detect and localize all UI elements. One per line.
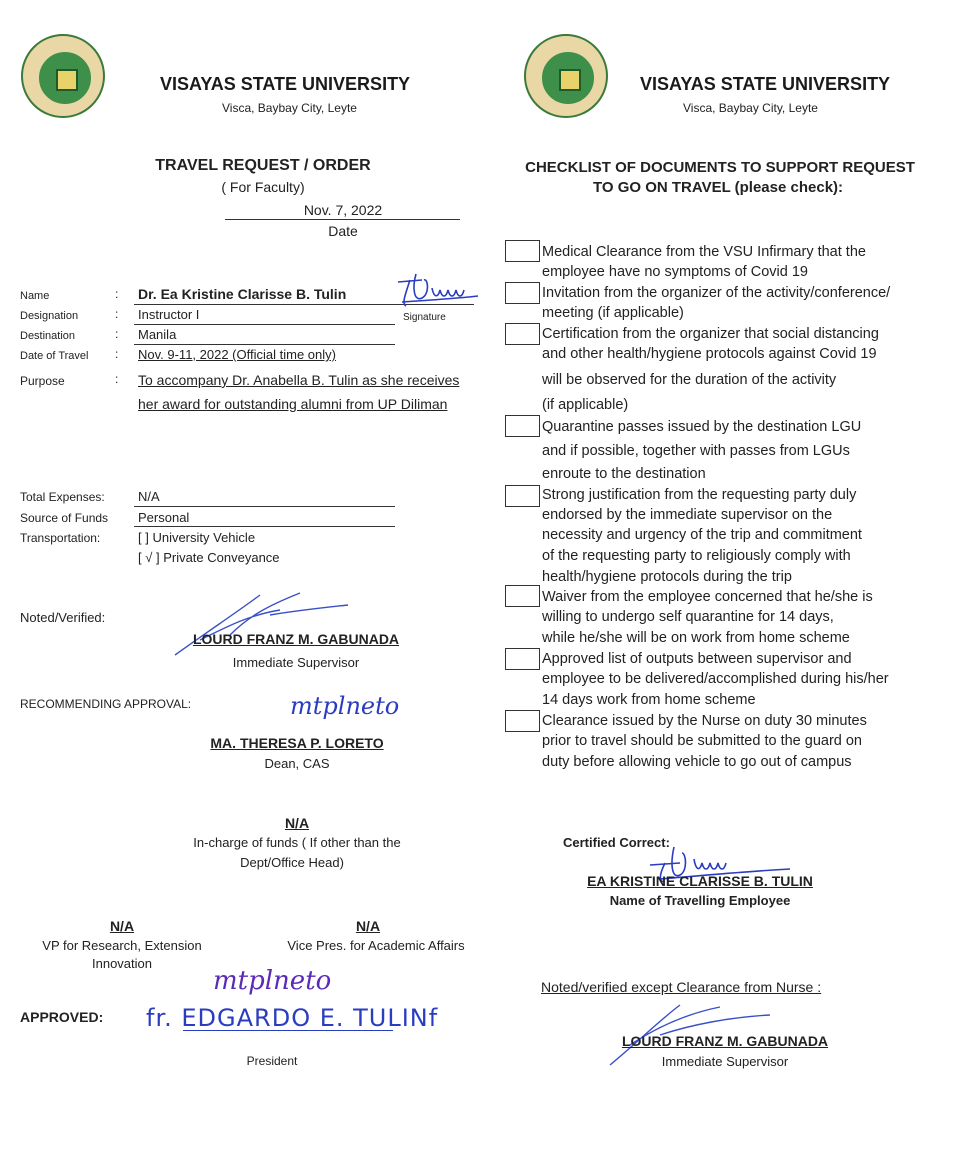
checklist-item-text: Waiver from the employee concerned that he/she is [542, 589, 873, 605]
checklist-item-text: of the requesting party to religiously comply with [542, 548, 851, 564]
recommending-approval-label: RECOMMENDING APPROVAL: [20, 697, 192, 711]
checklist-checkbox[interactable] [505, 710, 540, 732]
president-title: President [246, 1054, 298, 1068]
name-value: Dr. Ea Kristine Clarisse B. Tulin [138, 286, 347, 302]
divider [134, 324, 395, 325]
checklist-checkbox[interactable] [505, 323, 540, 345]
checklist-item-text: Strong justification from the requesting party duly [542, 487, 857, 503]
checklist-item-text: prior to travel should be submitted to the guard on [542, 733, 862, 749]
source-of-funds-value: Personal [138, 510, 190, 525]
request-date: Nov. 7, 2022 [303, 202, 383, 218]
supervisor-name: LOURD FRANZ M. GABUNADA [192, 631, 400, 647]
supervisor-name: LOURD FRANZ M. GABUNADA [621, 1033, 829, 1049]
checklist-item-text: employee to be delivered/accomplished during his/her [542, 671, 889, 687]
vp-research-value: N/A [109, 918, 135, 934]
supervisor-signature [170, 585, 350, 660]
supervisor-title: Immediate Supervisor [232, 655, 360, 670]
supervisor-title: Immediate Supervisor [661, 1054, 789, 1069]
checklist-item-text: Medical Clearance from the VSU Infirmary that the [542, 244, 866, 260]
total-expenses-value: N/A [138, 489, 160, 504]
transportation-label: Transportation: [20, 531, 101, 545]
checklist-item-text: endorsed by the immediate supervisor on the [542, 507, 833, 523]
dean-signature: mtplneto [290, 692, 400, 720]
checklist-checkbox[interactable] [505, 415, 540, 437]
noted-verified-label: Noted/Verified: [20, 610, 106, 625]
divider [134, 506, 395, 507]
form-title: TRAVEL REQUEST / ORDER [155, 157, 371, 174]
checklist-item-text: (if applicable) [542, 397, 629, 413]
checklist-item-text: Clearance issued by the Nurse on duty 30 minutes [542, 713, 867, 729]
colon: : [115, 307, 119, 321]
checklist-checkbox[interactable] [505, 240, 540, 262]
destination-value: Manila [138, 327, 177, 342]
university-name: VISAYAS STATE UNIVERSITY [160, 74, 411, 94]
vpaa-value: N/A [355, 918, 381, 934]
university-seal-logo [524, 34, 608, 118]
checklist-item-text: Certification from the organizer that social distancing [542, 326, 879, 342]
colon: : [115, 347, 119, 361]
checklist-item-text: and other health/hygiene protocols against Covid 19 [542, 346, 877, 362]
date-of-travel-label: Date of Travel [20, 350, 89, 362]
divider [225, 219, 460, 220]
employee-name: EA KRISTINE CLARISSE B. TULIN [587, 873, 813, 889]
funds-incharge-title: In-charge of funds ( If other than the [193, 835, 401, 850]
transport-option-private-conveyance[interactable]: [ √ ] Private Conveyance [138, 550, 280, 565]
president-signature-initials: mtplneto [213, 966, 332, 996]
checklist-item-text: Quarantine passes issued by the destination LGU [542, 419, 862, 435]
signature-label: Signature [403, 312, 446, 323]
checklist-item-text: meeting (if applicable) [542, 305, 684, 321]
noted-except-label: Noted/verified except Clearance from Nurse : [541, 979, 822, 995]
divider [183, 1030, 393, 1031]
purpose-label: Purpose [20, 374, 65, 388]
date-of-travel-value: Nov. 9-11, 2022 (Official time only) [138, 347, 336, 362]
checklist-item-text: employee have no symptoms of Covid 19 [542, 264, 808, 280]
destination-label: Destination [20, 330, 76, 342]
checklist-item-text: willing to undergo self quarantine for 14 days, [542, 609, 834, 625]
checklist-item-text: necessity and urgency of the trip and commitment [542, 527, 862, 543]
name-label: Name [20, 290, 50, 302]
checklist-item-text: duty before allowing vehicle to go out of campus [542, 754, 852, 770]
date-label: Date [328, 223, 358, 239]
checklist-title: CHECKLIST OF DOCUMENTS TO SUPPORT REQUEST [525, 159, 915, 176]
funds-incharge-value: N/A [284, 815, 310, 831]
purpose-value: To accompany Dr. Anabella B. Tulin as she receives [138, 372, 460, 388]
checklist-item-text: health/hygiene protocols during the trip [542, 569, 792, 585]
divider [134, 526, 395, 527]
designation-value: Instructor I [138, 307, 200, 322]
checklist-item-text: while he/she will be on work from home scheme [542, 630, 850, 646]
form-subtitle: ( For Faculty) [221, 179, 305, 195]
funds-incharge-title-2: Dept/Office Head) [240, 855, 344, 870]
university-address: Visca, Baybay City, Leyte [683, 101, 818, 115]
transport-option-university-vehicle[interactable]: [ ] University Vehicle [138, 530, 256, 545]
checklist-item-text: 14 days work from home scheme [542, 692, 756, 708]
purpose-value-continued: her award for outstanding alumni from UP Diliman [138, 396, 448, 412]
university-seal-logo [21, 34, 105, 118]
checklist-checkbox[interactable] [505, 585, 540, 607]
employee-signature [392, 268, 482, 310]
vp-research-title-2: Innovation [92, 956, 152, 971]
employee-title: Name of Travelling Employee [609, 893, 791, 908]
vpaa-title: Vice Pres. for Academic Affairs [287, 938, 465, 953]
checklist-item-text: Invitation from the organizer of the activity/conference/ [542, 285, 891, 301]
checklist-checkbox[interactable] [505, 485, 540, 507]
checklist-item-text: will be observed for the duration of the activity [542, 372, 837, 388]
total-expenses-label: Total Expenses: [20, 490, 105, 504]
checklist-checkbox[interactable] [505, 282, 540, 304]
vp-research-title: VP for Research, Extension [42, 938, 202, 953]
colon: : [115, 287, 119, 301]
dean-title: Dean, CAS [264, 756, 330, 771]
dean-name: MA. THERESA P. LORETO [210, 735, 384, 751]
source-of-funds-label: Source of Funds [20, 511, 109, 525]
colon: : [115, 372, 119, 386]
designation-label: Designation [20, 310, 79, 322]
checklist-checkbox[interactable] [505, 648, 540, 670]
checklist-item-text: Approved list of outputs between supervisor and [542, 651, 852, 667]
colon: : [115, 327, 119, 341]
certified-correct-label: Certified Correct: [563, 835, 670, 850]
checklist-item-text: and if possible, together with passes from LGUs [542, 443, 850, 459]
checklist-title-2: TO GO ON TRAVEL (please check): [592, 179, 844, 196]
university-name: VISAYAS STATE UNIVERSITY [640, 74, 891, 94]
divider [134, 344, 395, 345]
approved-label: APPROVED: [20, 1009, 104, 1025]
checklist-item-text: enroute to the destination [542, 466, 706, 482]
university-address: Visca, Baybay City, Leyte [222, 101, 357, 115]
president-signature: fr. EDGARDO E. TULINf [146, 1004, 439, 1032]
